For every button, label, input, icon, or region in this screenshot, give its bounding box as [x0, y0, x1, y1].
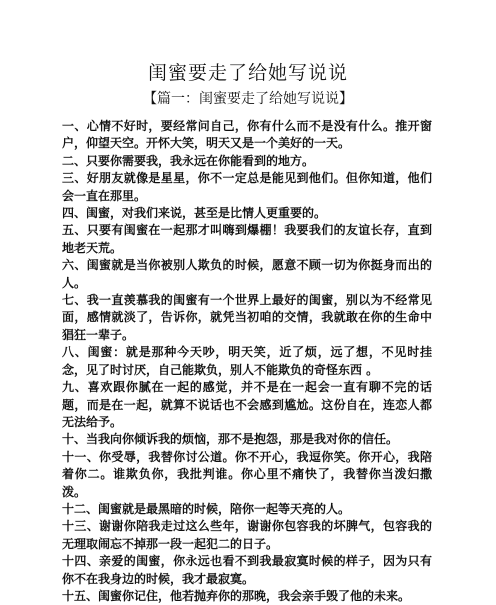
paragraph: 八、闺蜜：就是那种今天吵，明天笑，近了烦，远了想，不见时挂念，见了时讨厌，自己能欺负，别人不能欺负的奇怪东西 。: [62, 345, 432, 377]
paragraph: 十三、谢谢你陪我走过这么些年，谢谢你包容我的坏脾气，包容我的无理取闹忘不掉那一段一起犯二的日子。: [62, 519, 432, 551]
paragraph: 四、闺蜜，对我们来说，甚至是比情人更重要的。: [62, 206, 327, 221]
paragraph: 一、心情不好时，要经常问自己，你有什么而不是没有什么。推开窗户，仰望天空。开怀大笑，明天又是一个美好的一天。: [62, 119, 432, 151]
paragraph: 十二、闺蜜就是最黑暗的时候，陪你一起等天亮的人。: [62, 501, 351, 516]
document-body: [62, 118, 432, 605]
paragraph: 十、当我向你倾诉我的烦恼，那不是抱怨，那是我对你的信任。: [62, 432, 399, 447]
paragraph: 十五、闺蜜你记住，他若抛弃你的那晚，我会亲手毁了他的未来。: [62, 588, 411, 603]
paragraph: 二、只要你需要我，我永远在你能看到的地方。: [62, 153, 315, 168]
document-title: 闺蜜要走了给她写说说: [147, 62, 348, 84]
paragraph: 六、闺蜜就是当你被别人欺负的时候，愿意不顾一切为你挺身而出的人。: [62, 258, 432, 290]
paragraph: 三、好朋友就像是星星，你不一定总是能见到他们。但你知道，他们会一直在那里。: [62, 171, 432, 203]
paragraph: 五、只要有闺蜜在一起那才叫嗨到爆棚！我要我们的友谊长存，直到地老天荒。: [62, 223, 432, 255]
paragraph: 十四、亲爱的闺蜜，你永远也看不到我最寂寞时候的样子，因为只有你不在我身边的时候，我才最寂寞。: [62, 554, 432, 586]
paragraph: 十一、你受辱，我替你讨公道。你不开心，我逗你笑。你开心，我陪着你二。谁欺负你，我批判谁。你心里不痛快了，我替你当泼妇撒泼。: [62, 449, 432, 499]
section-heading: 【篇一：闺蜜要走了给她写说说】: [143, 91, 353, 107]
paragraph: 九、喜欢跟你腻在一起的感觉，并不是在一起会一直有聊不完的话题，而是在一起，就算不说话也不会感到尴尬。这份自在，连恋人都无法给予。: [62, 380, 432, 429]
paragraph: 七、我一直羡慕我的闺蜜有一个世界上最好的闺蜜，别以为不经常见面，感情就淡了，告诉你，就凭当初咱的交情，我就敢在你的生命中猖狂一辈子。: [62, 293, 432, 342]
